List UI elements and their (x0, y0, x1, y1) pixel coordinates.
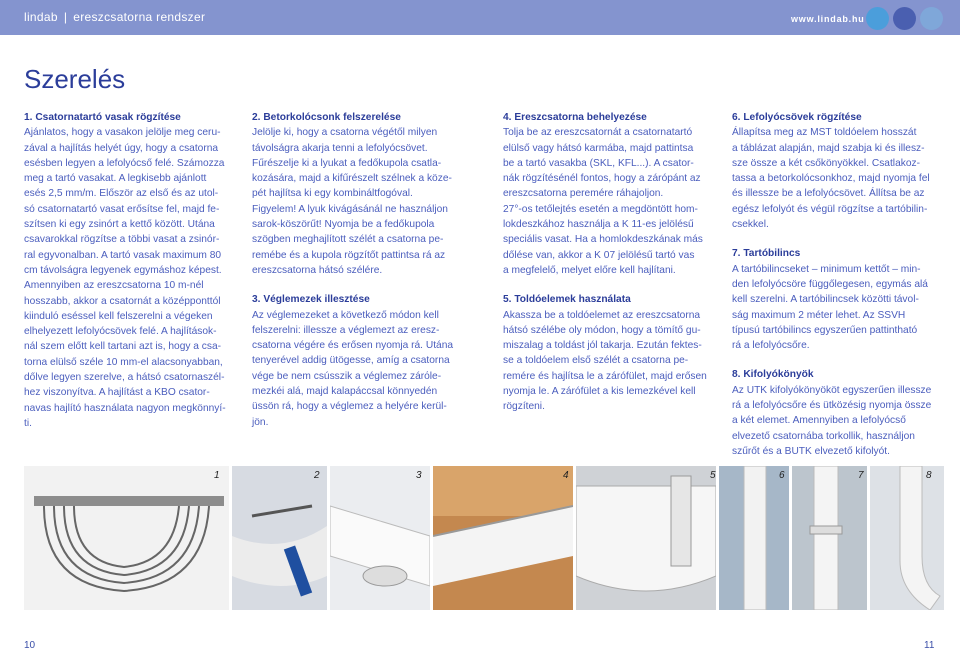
page-number-right: 11 (924, 640, 935, 651)
section-heading: 8. Kifolyókönyök (732, 369, 814, 381)
page-title: Szerelés (24, 64, 126, 94)
gutter-installation-illustration (433, 466, 573, 610)
column-1 (24, 110, 244, 431)
photo-strip (24, 466, 944, 610)
photo-gutter-installation (433, 466, 573, 610)
photo-number: 3 (416, 470, 422, 481)
brand (24, 10, 205, 24)
section-heading: 5. Toldóelemek használata (503, 294, 631, 306)
column-2 (252, 110, 478, 430)
photo-number: 7 (858, 470, 864, 481)
section-body: Az UTK kifolyókönyököt egyszerűen illessze rá a lefolyócsőre és ütközésig nyomja össze a két elemet. Amennyiben a lefolyócső elvezető csatornába torkollik, használjon szűrőt és a BUTK elvezető kifolyót. (732, 384, 932, 457)
photo-number: 1 (214, 470, 220, 481)
website-url[interactable]: www.lindab.hu (791, 14, 865, 24)
header-bar (0, 0, 960, 35)
pipe-bracket-illustration (792, 466, 867, 610)
section-body: A tartóbilincseket – minimum kettőt – min- den lefolyócsöre függőlegesen, egymás alá kell szerelni. A tartóbilincsek közötti távol- ság maximum 2 méter lehet. Az SSVH típusú tartóbilincs egyszerűen pattintható rá a lefolyócsőre. (732, 263, 928, 352)
brand-separator: | (63, 10, 68, 24)
decorative-dot (920, 7, 943, 30)
section-heading: 7. Tartóbilincs (732, 248, 801, 260)
section-body: Jelölje ki, hogy a csatorna végétől milyen távolságra akarja tenni a lefolyócsövet. Fűrészelje ki a lyukat a fedőkupola csatla- kozására, majd a kifűrészelt szélnek a köze- pét hajlítsa ki egy kombináltfogóval. Figyelem! A lyuk kivágásánál ne használjon sarok-köszörűt! Nyomja be a fedőkupola szögben meghajlított szélét a csatorna pe- remébe és a kupola rögzítőt pattintsa rá az ereszcsatorna hátsó szélére. (252, 127, 452, 276)
section-heading: 2. Betorkolócsonk felszerelése (252, 112, 401, 123)
photo-outlet-elbow (870, 466, 944, 610)
gutter-brackets-illustration (24, 466, 229, 610)
downpipe-illustration (719, 466, 789, 610)
section-body: Az véglemezeket a következő módon kell felszerelni: illessze a véglemezt az eresz- csatorna végére és erősen nyomja rá. Utána tenyerével addig ütögesse, amíg a csatorna vége be nem csússzik a véglemez zárόle- mezkéi alá, majd kalapáccsal könnyedén üssön rá, hogy a véglemez a helyére kerül- jön. (252, 309, 454, 428)
page-number-left: 10 (24, 640, 36, 651)
photo-cutting-outlet (232, 466, 327, 610)
saw-cutting-illustration (232, 466, 327, 610)
section-heading: 3. Véglemezek illesztése (252, 294, 370, 306)
joint-piece-illustration (576, 466, 716, 610)
brand-subtitle: ereszcsatorna rendszer (73, 10, 206, 24)
section-body: Tolja be az ereszcsatornát a csatornatartó elülső vagy hátsó karmába, majd pattintsa be a tartó vasakba (SKL, KFL...). A csator- nák rögzítésénél fontos, hogy a zárópánt az ereszcsatorna peremére ráhajoljon. 27°-os tetőlejtés esetén a megdöntött hom- lokdeszkához használja a K 11-es jelölésű speciális vasat. Ha a homlokdeszkának más dőlése van, akkor a K 07 jelölésű tartó vas a megfelelő, melyet előre kell hajlítani. (503, 127, 703, 276)
photo-bracket-bending (24, 466, 229, 610)
photo-number: 8 (926, 470, 932, 481)
section-heading: 1. Csatornatartó vasak rögzítése (24, 112, 181, 123)
photo-number: 6 (779, 470, 785, 481)
section-body: Ajánlatos, hogy a vasakon jelölje meg ceru- zával a hajlítás helyét úgy, hogy a csatorna esésben legyen a lefolyócső felé. Számozza meg a tartó vasakat. A legkisebb ajánlott esés 2,5 mm/m. Először az első és az utol- só csatornatartó vasat erősítse fel, majd fe- szítsen ki egy zsinórt a kettő között. Utána csavarokkal rögzítse a többi vasat a zsinór- ral egyvonalban. A tartó vasak maximum 80 cm távolságra legyenek egymáshoz képest. Amennyiben az ereszcsatorna 10 m-nél hosszabb, akkor a csatornát a középponttól kiindulό eséssel kell felszerelni a végeken elhelyezett lefolyócsövek felé. A hajlítások- nál szem előtt kell tartani azt is, hogy a csa- torna elülső széle 10 mm-el alacsonyabban, dőlve legyen szerelve, a hátsó csatornaszél- hez viszonyítva. A hajlítást a KBO csator- navas hajlító használata nagyon megkönnyí- ti. (24, 127, 226, 429)
photo-pipe-bracket (792, 466, 867, 610)
section-body: Állapítsa meg az MST toldóelem hosszát a táblázat alapján, majd szabja ki és illesz- sze össze a két csőkönyökkel. Csatlakoz- tassa a betorkolócsonkhoz, majd nyomja fel és illessze be a lefolyócsövet. Állítsa be az egész lefolyót és végül rögzítse a tartóbilin- csekkel. (732, 127, 930, 231)
column-4 (732, 110, 952, 459)
decorative-dot (866, 7, 889, 30)
photo-outlet-fitting (330, 466, 430, 610)
photo-joint-piece (576, 466, 716, 610)
section-body: Akassza be a toldóelemet az ereszcsatorna hátsó szélébe oly módon, hogy a tömítő gu- miszalag a toldást jól takarja. Ezután fektes- se a toldóelem első szélét a csatorna pe- remére és hajlítsa le a zárófület, majd erősen nyomja le. A zárófület a kis lemezkével kell rögzíteni. (503, 309, 707, 413)
column-3 (503, 110, 729, 415)
section-heading: 6. Lefolyócsövek rögzítése (732, 112, 862, 123)
photo-number: 5 (710, 470, 716, 481)
brand-name: lindab (24, 10, 58, 24)
photo-number: 4 (563, 470, 569, 481)
outlet-elbow-illustration (870, 466, 944, 610)
photo-number: 2 (314, 470, 320, 481)
outlet-fitting-illustration (330, 466, 430, 610)
photo-downpipe (719, 466, 789, 610)
decorative-dot (893, 7, 916, 30)
section-heading: 4. Ereszcsatorna behelyezése (503, 112, 647, 123)
